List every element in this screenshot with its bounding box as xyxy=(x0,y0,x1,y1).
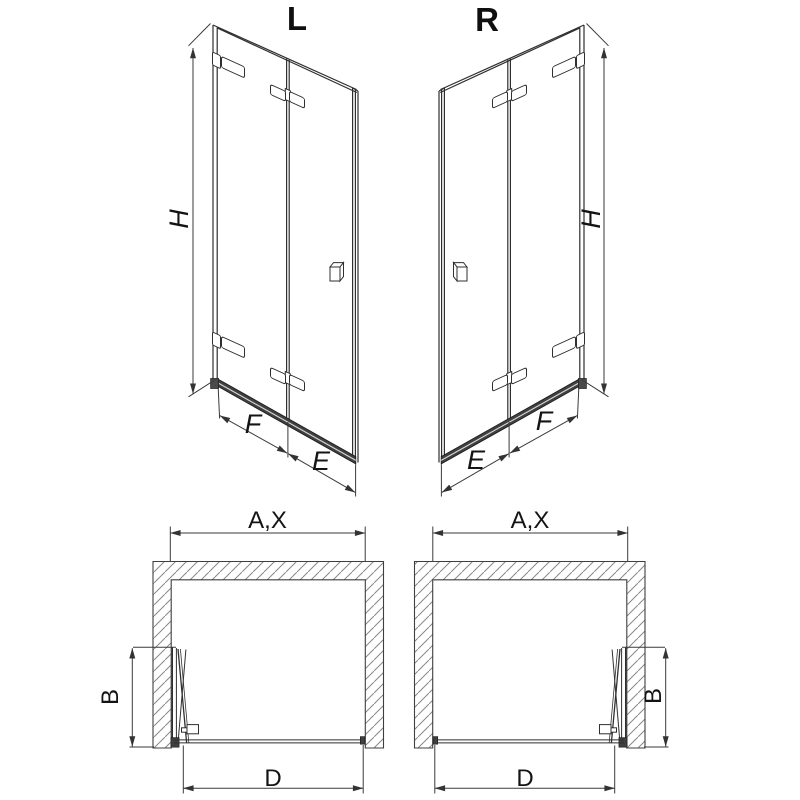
door-elevation-left xyxy=(189,24,359,497)
elevation-view-left xyxy=(164,0,358,497)
dim-label-b-left: B xyxy=(97,688,124,706)
dim-label-f-right: F xyxy=(535,406,553,436)
dim-label-e-left: E xyxy=(311,446,331,476)
view-title-right: R xyxy=(475,1,499,38)
walls-hatched-left-plan xyxy=(153,562,384,749)
dim-label-d-left: D xyxy=(264,765,282,792)
plan-view-right xyxy=(415,507,669,794)
view-title-left: L xyxy=(286,0,308,37)
dim-label-h-left: H xyxy=(164,209,194,229)
elevation-view-right xyxy=(439,1,609,497)
plan-view-left xyxy=(97,507,384,794)
dim-label-h-right: H xyxy=(576,209,606,229)
dim-label-width-right: A,X xyxy=(510,507,550,534)
dim-label-width-left: A,X xyxy=(248,507,287,534)
dim-label-e-right: E xyxy=(466,445,486,475)
dim-label-f-left: F xyxy=(244,409,262,439)
dim-label-d-right: D xyxy=(516,765,534,792)
walls-hatched-right-plan xyxy=(415,562,646,749)
door-elevation-right xyxy=(439,24,609,497)
dim-label-b-right: B xyxy=(640,687,667,705)
